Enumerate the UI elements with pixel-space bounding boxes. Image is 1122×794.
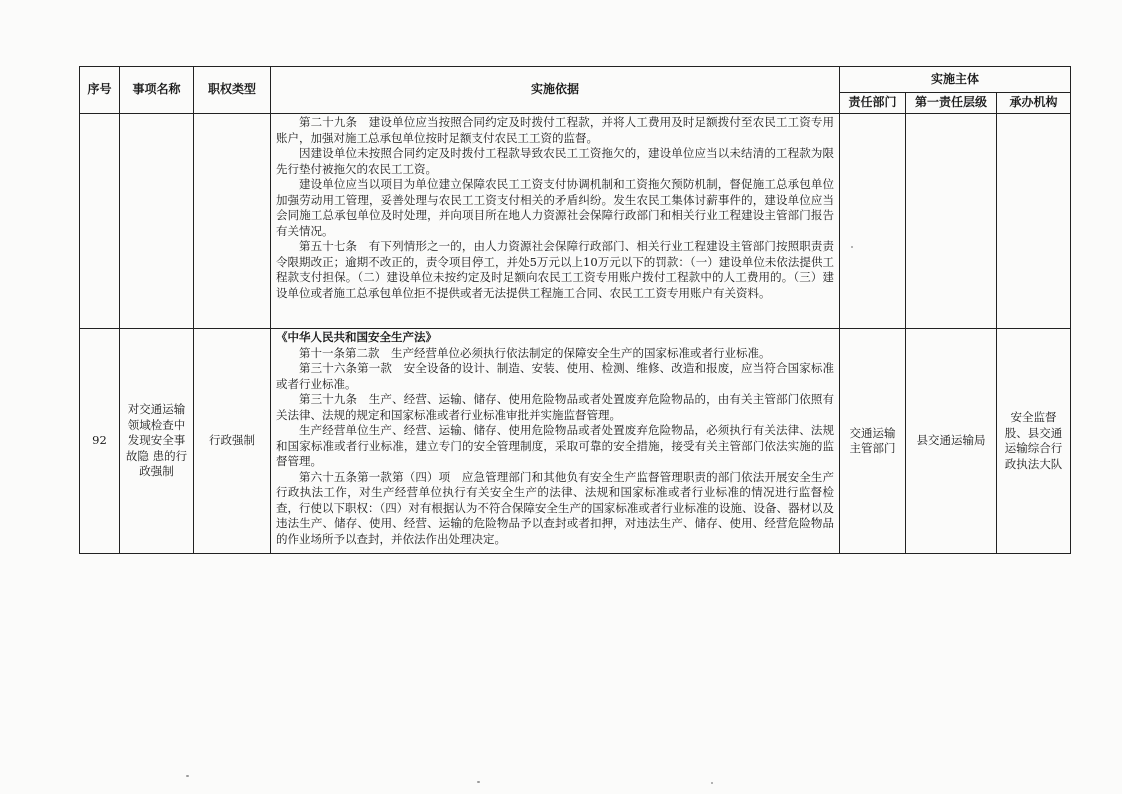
cell-no: 92	[80, 329, 120, 554]
basis-paragraph: 建设单位应当以项目为单位建立保障农民工工资支付协调机制和工资拖欠预防机制，督促施工总承包单位加强劳动用工管理，妥善处理与农民工工资支付相关的矛盾纠纷。发生农民工集体讨薪事件的，建设单位应当会同施工总承包单位及时处理，并向项目所在地人力资源社会保障行政部门和相关行业工程建设主管部门报告有关情况。	[276, 177, 834, 238]
cell-dept	[840, 114, 906, 329]
table-row	[80, 329, 1071, 554]
cell-no	[80, 114, 120, 329]
header-dept: 责任部门	[840, 93, 906, 114]
cell-level	[906, 114, 997, 329]
header-row	[80, 67, 1071, 93]
header-item-name: 事项名称	[120, 67, 194, 114]
basis-paragraph: 第三十九条 生产、经营、运输、储存、使用危险物品或者处置废弃危险物品的，由有关主管部门依照有关法律、法规的规定和国家标准或者行业标准审批并实施监督管理。	[276, 392, 834, 422]
basis-paragraph: 生产经营单位生产、经营、运输、储存、使用危险物品或者处置废弃危险物品，必须执行有关法律、法规和国家标准或者行业标准，建立专门的安全管理制度，采取可靠的安全措施，接受有关主管部门依法实施的监督管理。	[276, 423, 834, 468]
scan-dot	[711, 782, 713, 784]
cell-basis	[271, 114, 840, 329]
cell-power-type: 行政强制	[194, 329, 271, 554]
header-agency: 承办机构	[997, 93, 1071, 114]
basis-paragraph: 第二十九条 建设单位应当按照合同约定及时拨付工程款，并将人工费用及时足额拨付至农民工工资专用账户，加强对施工总承包单位按时足额支付农民工工资的监督。	[276, 115, 834, 145]
basis-paragraph: 因建设单位未按照合同约定及时拨付工程款导致农民工工资拖欠的，建设单位应当以未结清的工程款为限先行垫付被拖欠的农民工工资。	[276, 146, 834, 176]
cell-level: 县交通运输局	[906, 329, 997, 554]
table-row	[80, 114, 1071, 329]
basis-paragraph: 第十一条第二款 生产经营单位必须执行依法制定的保障安全生产的国家标准或者行业标准。	[299, 345, 771, 360]
law-title: 《中华人民共和国安全生产法》	[276, 330, 437, 344]
cell-item-name	[120, 114, 194, 329]
header-no: 序号	[80, 67, 120, 114]
cell-item-name: 对交通运输领域检查中发现安全事故隐 患的行政强制	[120, 329, 194, 554]
header-level: 第一责任层级	[906, 93, 997, 114]
basis-paragraph: 第六十五条第一款第（四）项 应急管理部门和其他负有安全生产监督管理职责的部门依法开展安全生产行政执法工作，对生产经营单位执行有关安全生产的法律、法规和国家标准或者行业标准的情况进行监督检查，行使以下职权：（四）对有根据认为不符合保障安全生产的国家标准或者行业标准的设施、设备、器材以及违法生产、储存、使用、经营、运输的危险物品予以查封或者扣押，对违法生产、储存、使用、经营危险物品的作业场所予以查封，并依法作出处理决定。	[276, 469, 834, 546]
header-power-type: 职权类型	[194, 67, 271, 114]
cell-agency: 安全监督股、县交通运输综合行政执法大队	[997, 329, 1071, 554]
scan-dot	[477, 781, 480, 783]
document-table	[79, 66, 1071, 554]
basis-paragraph: 第三十六条第一款 安全设备的设计、制造、安装、使用、检测、维修、改造和报废，应当符合国家标准或者行业标准。	[276, 361, 834, 391]
header-implementer: 实施主体	[840, 67, 1071, 93]
basis-paragraph: 第五十七条 有下列情形之一的，由人力资源社会保障行政部门、相关行业工程建设主管部门按照职责责令限期改正；逾期不改正的，责令项目停工，并处5万元以上10万元以下的罚款：（一）建设单位未依法提供工程款支付担保。（二）建设单位未按约定及时足额向农民工工资专用账户拨付工程款中的人工费用的。（三）建设单位或者施工总承包单位拒不提供或者无法提供工程施工合同、农民工工资专用账户有关资料。	[276, 239, 834, 300]
scan-dot	[186, 775, 189, 777]
scan-dot	[851, 246, 853, 248]
cell-power-type	[194, 114, 271, 329]
header-basis: 实施依据	[271, 67, 840, 114]
cell-dept: 交通运输主管部门	[840, 329, 906, 554]
cell-basis	[271, 329, 840, 554]
cell-agency	[997, 114, 1071, 329]
